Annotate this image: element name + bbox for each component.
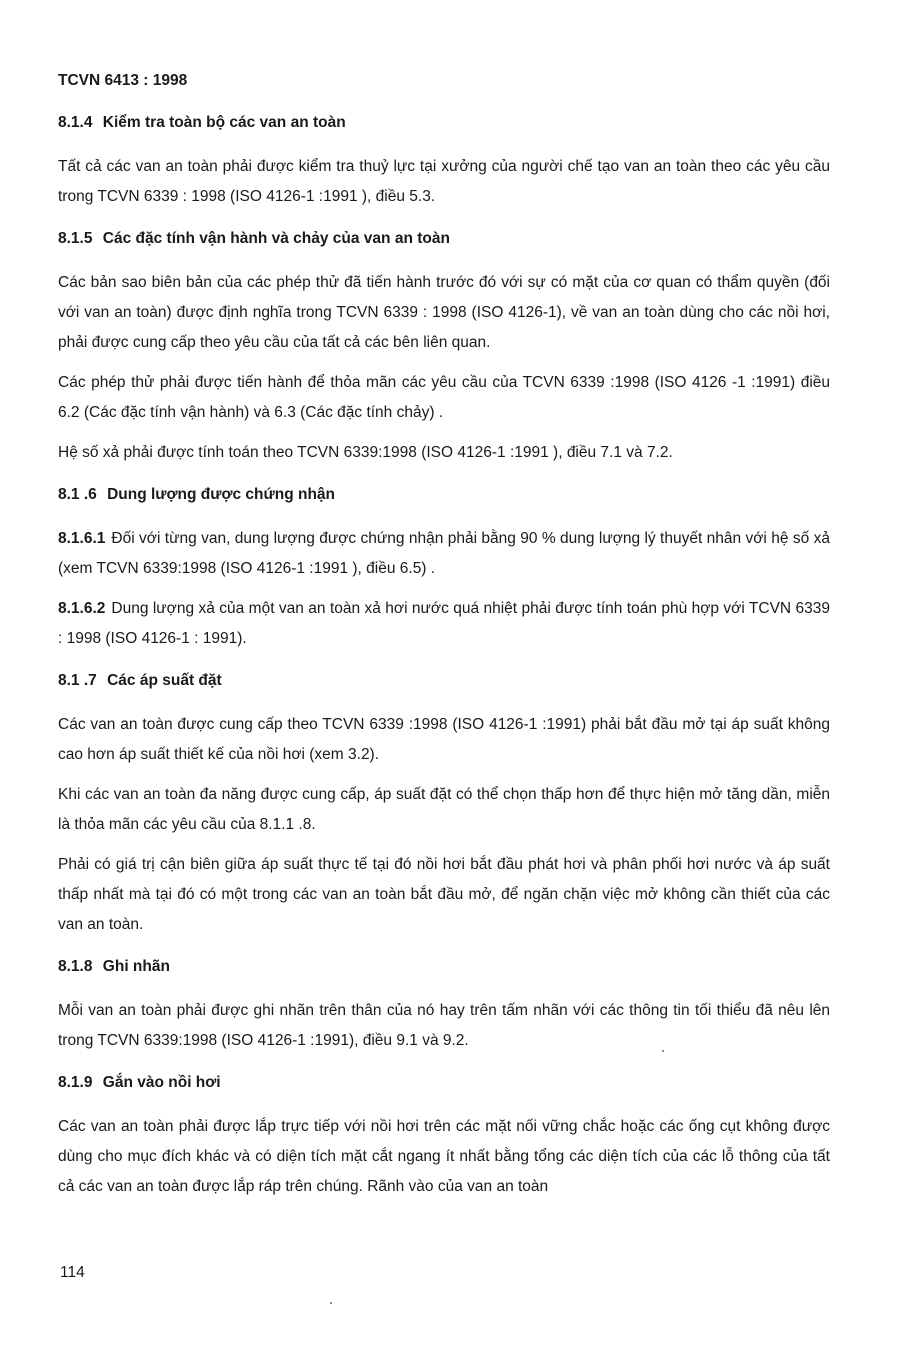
- scan-speck: [662, 1050, 664, 1052]
- section-number: 8.1.4: [58, 114, 93, 131]
- paragraph: Mỗi van an toàn phải được ghi nhãn trên thân của nó hay trên tấm nhãn với các thông tin tối thiểu đã nêu lên trong TCVN 6339:1998 (ISO 4126-1 :1991), điều 9.1 và 9.2.: [58, 1002, 830, 1049]
- paragraph: Các bản sao biên bản của các phép thử đã tiến hành trước đó với sự có mặt của cơ quan có thẩm quyền (đối với van an toàn) được định nghĩa trong TCVN 6339 : 1998 (ISO 4126-1), về van an toàn dùng cho các nồi hơi, phải được cung cấp theo yêu cầu của tất cả các bên liên quan.: [58, 274, 830, 351]
- section-number: 8.1.8: [58, 958, 93, 975]
- paragraph: Khi các van an toàn đa năng được cung cấp, áp suất đặt có thể chọn thấp hơn để thực hiện mở tăng dần, miễn là thỏa mãn các yêu cầu của 8.1.1 .8.: [58, 786, 830, 833]
- document-body: [58, 112, 830, 1212]
- section-title: Các đặc tính vận hành và chảy của van an toàn: [102, 230, 450, 247]
- subsection-number: 8.1.6.1: [58, 530, 106, 547]
- section-number: 8.1.9: [58, 1074, 93, 1091]
- paragraph: Các van an toàn được cung cấp theo TCVN 6339 :1998 (ISO 4126-1 :1991) phải bắt đầu mở tại áp suất không cao hơn áp suất thiết kế của nồi hơi (xem 3.2).: [58, 716, 830, 763]
- section-number: 8.1 .6: [58, 486, 97, 503]
- scan-speck: [330, 1302, 332, 1304]
- section-heading-8-1-7: [58, 670, 830, 692]
- section-number: 8.1 .7: [58, 672, 97, 689]
- paragraph: Các van an toàn phải được lắp trực tiếp với nồi hơi trên các mặt nối vững chắc hoặc các ống cụt không được dùng cho mục đích khác và có diện tích mặt cắt ngang ít nhất bằng tổng các diện tích của các lỗ thông của tất cả các van an toàn được lắp ráp trên chúng. Rãnh vào của van an toàn: [58, 1118, 830, 1195]
- standard-header: TCVN 6413 : 1998: [58, 72, 188, 89]
- section-heading-8-1-4: [58, 112, 830, 134]
- paragraph: Phải có giá trị cận biên giữa áp suất thực tế tại đó nồi hơi bắt đầu phát hơi và phân phối hơi nước và áp suất thấp nhất mà tại đó có một trong các van an toàn bắt đầu mở, để ngăn chặn việc mở không cần thiết của các van an toàn.: [58, 856, 830, 933]
- paragraph: Tất cả các van an toàn phải được kiểm tra thuỷ lực tại xưởng của người chế tạo van an toàn theo các yêu cầu trong TCVN 6339 : 1998 (ISO 4126-1 :1991 ), điều 5.3.: [58, 158, 830, 205]
- section-title: Kiểm tra toàn bộ các van an toàn: [102, 114, 346, 131]
- paragraph: Hệ số xả phải được tính toán theo TCVN 6339:1998 (ISO 4126-1 :1991 ), điều 7.1 và 7.2.: [58, 444, 673, 461]
- subsection-text: Dung lượng xả của một van an toàn xả hơi nước quá nhiệt phải được tính toán phù hợp với TCVN 6339 : 1998 (ISO 4126-1 : 1991).: [58, 600, 830, 647]
- section-title: Các áp suất đặt: [107, 672, 222, 689]
- section-heading-8-1-8: [58, 956, 830, 978]
- section-title: Dung lượng được chứng nhận: [107, 486, 336, 503]
- paragraph: Các phép thử phải được tiến hành để thỏa mãn các yêu cầu của TCVN 6339 :1998 (ISO 4126 -1 :1991) điều 6.2 (Các đặc tính vận hành) và 6.3 (Các đặc tính chảy) .: [58, 374, 830, 421]
- section-heading-8-1-5: [58, 228, 830, 250]
- page-number: 114: [60, 1264, 85, 1281]
- subsection-paragraph-8-1-6-2: [58, 594, 830, 654]
- section-title: Ghi nhãn: [102, 958, 170, 975]
- subsection-paragraph-8-1-6-1: [58, 524, 830, 584]
- section-heading-8-1-9: [58, 1072, 830, 1094]
- section-heading-8-1-6: [58, 484, 830, 506]
- subsection-text: Đối với từng van, dung lượng được chứng nhận phải bằng 90 % dung lượng lý thuyết nhân với hệ số xả (xem TCVN 6339:1998 (ISO 4126-1 :1991 ), điều 6.5) .: [58, 530, 830, 577]
- section-number: 8.1.5: [58, 230, 93, 247]
- section-title: Gắn vào nồi hơi: [102, 1074, 221, 1091]
- subsection-number: 8.1.6.2: [58, 600, 106, 617]
